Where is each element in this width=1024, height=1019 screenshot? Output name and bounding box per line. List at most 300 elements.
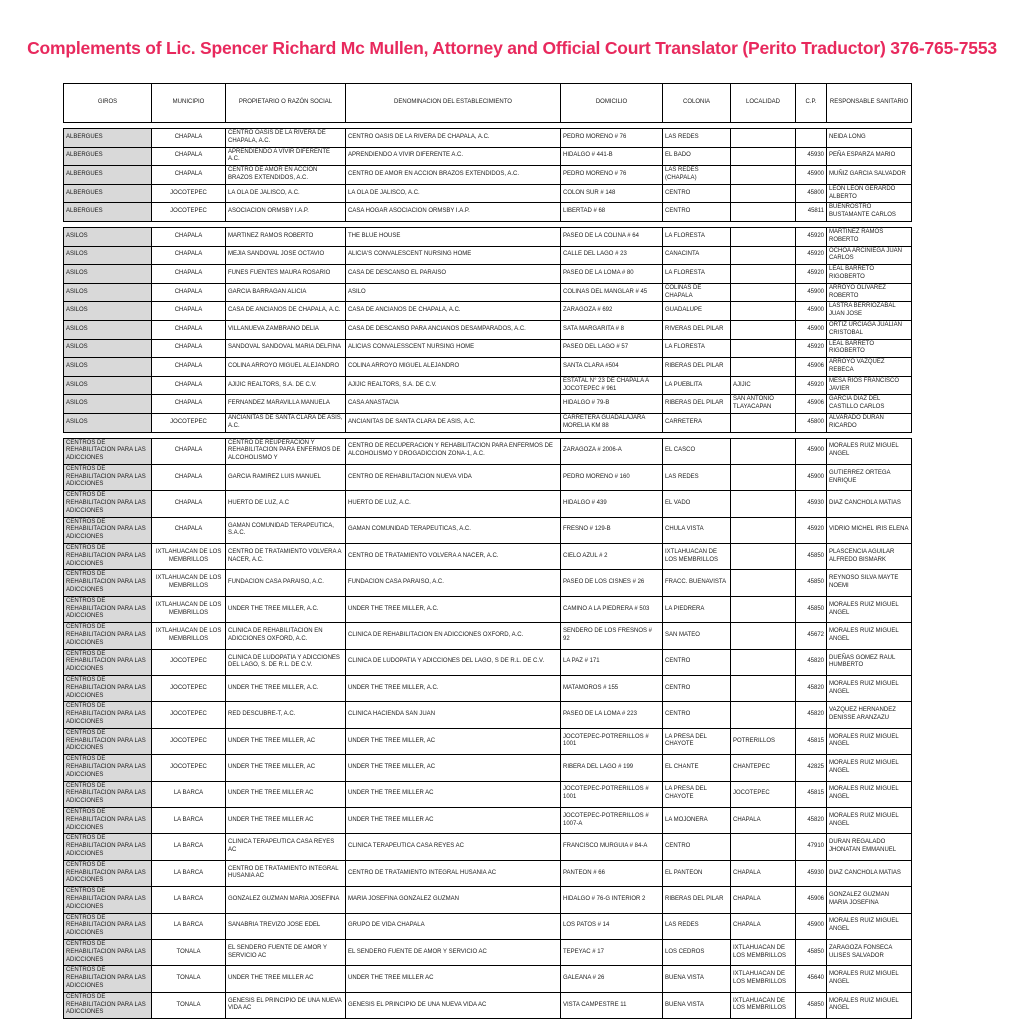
domicilio-cell: MATAMOROS # 155 bbox=[561, 676, 663, 702]
section-table bbox=[63, 438, 912, 1019]
cp-cell: 45930 bbox=[796, 860, 827, 886]
domicilio-cell: FRESNO # 129-B bbox=[561, 517, 663, 543]
responsable-cell: DUEÑAS GOMEZ RAUL HUMBERTO bbox=[827, 649, 912, 675]
localidad-cell bbox=[731, 283, 796, 302]
colonia-cell: LAS REDES bbox=[663, 464, 731, 490]
municipio-cell: CHAPALA bbox=[152, 302, 226, 321]
propietario-cell: CLINICA DE REHABILITACION EN ADICCIONES OXFORD, A.C. bbox=[226, 623, 346, 649]
domicilio-cell: PASEO DE LA COLINA # 64 bbox=[561, 227, 663, 246]
table-row bbox=[64, 395, 912, 414]
denominacion-cell: UNDER THE TREE MILLER, AC bbox=[346, 755, 561, 781]
cp-cell: 45820 bbox=[796, 649, 827, 675]
colonia-cell: CHULA VISTA bbox=[663, 517, 731, 543]
giro-cell: ASILOS bbox=[64, 339, 152, 358]
giro-cell: ASILOS bbox=[64, 283, 152, 302]
municipio-cell: CHAPALA bbox=[152, 395, 226, 414]
cp-cell: 45920 bbox=[796, 246, 827, 265]
denominacion-cell: CENTRO DE TRATAMIENTO INTEGRAL HUSANIA AC bbox=[346, 860, 561, 886]
giro-cell: ALBERGUES bbox=[64, 184, 152, 203]
domicilio-cell: VISTA CAMPESTRE 11 bbox=[561, 992, 663, 1018]
cp-cell: 45920 bbox=[796, 265, 827, 284]
municipio-cell: CHAPALA bbox=[152, 166, 226, 185]
responsable-cell: MORALES RUIZ MIGUEL ANGEL bbox=[827, 992, 912, 1018]
responsable-cell: OCHOA ARCINIEGA JUAN CARLOS bbox=[827, 246, 912, 265]
colonia-cell: CENTRO bbox=[663, 203, 731, 222]
propietario-cell: CENTRO DE REUPERACION Y REHABILITACION PARA ENFERMOS DE ALCOHOLISMO Y bbox=[226, 438, 346, 464]
colonia-cell: LOS CEDROS bbox=[663, 939, 731, 965]
denominacion-cell: GRUPO DE VIDA CHAPALA bbox=[346, 913, 561, 939]
domicilio-cell: PASEO DE LA LOMA # 80 bbox=[561, 265, 663, 284]
municipio-cell: LA BARCA bbox=[152, 834, 226, 860]
table-row bbox=[64, 184, 912, 203]
cp-cell: 45800 bbox=[796, 184, 827, 203]
localidad-cell bbox=[731, 676, 796, 702]
localidad-cell: SAN ANTONIO TLAYACAPAN bbox=[731, 395, 796, 414]
giro-cell: CENTROS DE REHABILITACION PARA LAS ADICCIONES bbox=[64, 939, 152, 965]
responsable-cell: MARTINEZ RAMOS ROBERTO bbox=[827, 227, 912, 246]
denominacion-cell: CASA DE ANCIANOS DE CHAPALA, A.C. bbox=[346, 302, 561, 321]
cp-cell: 45906 bbox=[796, 887, 827, 913]
giro-cell: CENTROS DE REHABILITACION PARA LAS ADICCIONES bbox=[64, 623, 152, 649]
propietario-cell: MARTINEZ RAMOS ROBERTO bbox=[226, 227, 346, 246]
domicilio-cell: SANTA CLARA #504 bbox=[561, 358, 663, 377]
colonia-cell: LA PRESA DEL CHAYOTE bbox=[663, 728, 731, 754]
table-header bbox=[63, 83, 912, 123]
domicilio-cell: LA PAZ # 171 bbox=[561, 649, 663, 675]
column-header-colonia: COLONIA bbox=[663, 84, 731, 123]
municipio-cell: LA BARCA bbox=[152, 913, 226, 939]
municipio-cell: JOCOTEPEC bbox=[152, 728, 226, 754]
colonia-cell: RIBERAS DEL PILAR bbox=[663, 358, 731, 377]
denominacion-cell: UNDER THE TREE MILLER AC bbox=[346, 781, 561, 807]
propietario-cell: CENTRO OASIS DE LA RIVERA DE CHAPALA, A.C. bbox=[226, 129, 346, 148]
municipio-cell: JOCOTEPEC bbox=[152, 649, 226, 675]
giro-cell: CENTROS DE REHABILITACION PARA LAS ADICCIONES bbox=[64, 755, 152, 781]
cp-cell: 45900 bbox=[796, 438, 827, 464]
responsable-cell: LEON LEON GERARDO ALBERTO bbox=[827, 184, 912, 203]
localidad-cell: IXTLAHUACAN DE LOS MEMBRILLOS bbox=[731, 992, 796, 1018]
denominacion-cell: COLINA ARROYO MIGUEL ALEJANDRO bbox=[346, 358, 561, 377]
propietario-cell: GENESIS EL PRINCIPIO DE UNA NUEVA VIDA AC bbox=[226, 992, 346, 1018]
table-row bbox=[64, 834, 912, 860]
propietario-cell: CLINICA TERAPEUTICA CASA REYES AC bbox=[226, 834, 346, 860]
giro-cell: CENTROS DE REHABILITACION PARA LAS ADICCIONES bbox=[64, 860, 152, 886]
domicilio-cell: ESTATAL N° 23 DE CHAPALA A JOCOTEPEC # 961 bbox=[561, 376, 663, 395]
cp-cell: 45930 bbox=[796, 491, 827, 517]
table-row bbox=[64, 570, 912, 596]
cp-cell: 45811 bbox=[796, 203, 827, 222]
municipio-cell: JOCOTEPEC bbox=[152, 676, 226, 702]
municipio-cell: LA BARCA bbox=[152, 807, 226, 833]
table-row bbox=[64, 781, 912, 807]
localidad-cell bbox=[731, 147, 796, 166]
cp-cell: 45850 bbox=[796, 939, 827, 965]
municipio-cell: LA BARCA bbox=[152, 860, 226, 886]
responsable-cell: MORALES RUIZ MIGUEL ANGEL bbox=[827, 755, 912, 781]
cp-cell: 45820 bbox=[796, 676, 827, 702]
colonia-cell: EL BADO bbox=[663, 147, 731, 166]
domicilio-cell: PEDRO MORENO # 76 bbox=[561, 129, 663, 148]
responsable-cell: VIDRIO MICHEL IRIS ELENA bbox=[827, 517, 912, 543]
responsable-cell: DIAZ CANCHOLA MATIAS bbox=[827, 491, 912, 517]
localidad-cell: CHAPALA bbox=[731, 887, 796, 913]
cp-cell: 45920 bbox=[796, 227, 827, 246]
denominacion-cell: CENTRO OASIS DE LA RIVERA DE CHAPALA, A.C. bbox=[346, 129, 561, 148]
cp-cell: 45920 bbox=[796, 517, 827, 543]
table-row bbox=[64, 676, 912, 702]
municipio-cell: CHAPALA bbox=[152, 464, 226, 490]
localidad-cell bbox=[731, 702, 796, 728]
column-header-responsable: RESPONSABLE SANITARIO bbox=[827, 84, 912, 123]
municipio-cell: CHAPALA bbox=[152, 339, 226, 358]
localidad-cell bbox=[731, 649, 796, 675]
giro-cell: CENTROS DE REHABILITACION PARA LAS ADICCIONES bbox=[64, 887, 152, 913]
table-row bbox=[64, 147, 912, 166]
domicilio-cell: TEPEYAC # 17 bbox=[561, 939, 663, 965]
domicilio-cell: CARRETERA GUADALAJARA MORELIA KM 88 bbox=[561, 413, 663, 432]
table-row bbox=[64, 491, 912, 517]
colonia-cell: LAS REDES bbox=[663, 129, 731, 148]
propietario-cell: SANABRIA TREVIZO JOSE EDEL bbox=[226, 913, 346, 939]
denominacion-cell: EL SENDERO FUENTE DE AMOR Y SERVICIO AC bbox=[346, 939, 561, 965]
municipio-cell: TONALA bbox=[152, 992, 226, 1018]
colonia-cell: RIBERAS DEL PILAR bbox=[663, 395, 731, 414]
municipio-cell: CHAPALA bbox=[152, 491, 226, 517]
localidad-cell bbox=[731, 339, 796, 358]
municipio-cell: CHAPALA bbox=[152, 227, 226, 246]
propietario-cell: CLINICA DE LUDOPATIA Y ADICCIONES DEL LAGO, S. DE R.L. DE C.V. bbox=[226, 649, 346, 675]
domicilio-cell: PASEO DEL LAGO # 57 bbox=[561, 339, 663, 358]
denominacion-cell: CLINICA HACIENDA SAN JUAN bbox=[346, 702, 561, 728]
denominacion-cell: CASA HOGAR ASOCIACION ORMSBY I.A.P. bbox=[346, 203, 561, 222]
responsable-cell: ORTIZ URCIAGA JUALIAN CRISTOBAL bbox=[827, 320, 912, 339]
colonia-cell: RIVERAS DEL PILAR bbox=[663, 320, 731, 339]
cp-cell: 45900 bbox=[796, 166, 827, 185]
giro-cell: CENTROS DE REHABILITACION PARA LAS ADICCIONES bbox=[64, 596, 152, 622]
column-header-domicilio: DOMICILIO bbox=[561, 84, 663, 123]
domicilio-cell: PEDRO MORENO # 160 bbox=[561, 464, 663, 490]
domicilio-cell: SATA MARGARITA # 8 bbox=[561, 320, 663, 339]
giro-cell: CENTROS DE REHABILITACION PARA LAS ADICCIONES bbox=[64, 517, 152, 543]
propietario-cell: EL SENDERO FUENTE DE AMOR Y SERVICIO AC bbox=[226, 939, 346, 965]
denominacion-cell: LA OLA DE JALISCO, A.C. bbox=[346, 184, 561, 203]
colonia-cell: CENTRO bbox=[663, 676, 731, 702]
colonia-cell: LA FLORESTA bbox=[663, 227, 731, 246]
denominacion-cell: CENTRO DE AMOR EN ACCION BRAZOS EXTENDIDOS, A.C. bbox=[346, 166, 561, 185]
localidad-cell bbox=[731, 438, 796, 464]
municipio-cell: JOCOTEPEC bbox=[152, 203, 226, 222]
table-row bbox=[64, 517, 912, 543]
table-row bbox=[64, 227, 912, 246]
domicilio-cell: JOCOTEPEC-POTRERILLOS # 1007-A bbox=[561, 807, 663, 833]
domicilio-cell: ZARAGOZA # 2006-A bbox=[561, 438, 663, 464]
table-row bbox=[64, 887, 912, 913]
colonia-cell: LAS REDES (CHAPALA) bbox=[663, 166, 731, 185]
colonia-cell: CENTRO bbox=[663, 184, 731, 203]
responsable-cell: DIAZ CANCHOLA MATIAS bbox=[827, 860, 912, 886]
localidad-cell bbox=[731, 302, 796, 321]
propietario-cell: UNDER THE TREE MILLER, AC bbox=[226, 755, 346, 781]
propietario-cell: CENTRO DE TRATAMIENTO VOLVERA A NACER, A.C. bbox=[226, 544, 346, 570]
municipio-cell: TONALA bbox=[152, 939, 226, 965]
localidad-cell bbox=[731, 203, 796, 222]
responsable-cell: MORALES RUIZ MIGUEL ANGEL bbox=[827, 596, 912, 622]
table-row bbox=[64, 438, 912, 464]
localidad-cell bbox=[731, 265, 796, 284]
municipio-cell: LA BARCA bbox=[152, 781, 226, 807]
cp-cell: 47910 bbox=[796, 834, 827, 860]
responsable-cell: REYNOSO SILVA MAYTE NOEMI bbox=[827, 570, 912, 596]
municipio-cell: JOCOTEPEC bbox=[152, 755, 226, 781]
responsable-cell: ARROYO OLIVAREZ ROBERTO bbox=[827, 283, 912, 302]
domicilio-cell: HIDALGO # 76-G INTERIOR 2 bbox=[561, 887, 663, 913]
propietario-cell: ASOCIACION ORMSBY I.A.P. bbox=[226, 203, 346, 222]
colonia-cell: LA PRESA DEL CHAYOTE bbox=[663, 781, 731, 807]
giro-cell: ALBERGUES bbox=[64, 166, 152, 185]
domicilio-cell: PEDRO MORENO # 76 bbox=[561, 166, 663, 185]
denominacion-cell: THE BLUE HOUSE bbox=[346, 227, 561, 246]
denominacion-cell: HUERTO DE LUZ, A.C. bbox=[346, 491, 561, 517]
responsable-cell: GUTIERREZ ORTEGA ENRIQUE bbox=[827, 464, 912, 490]
giro-cell: CENTROS DE REHABILITACION PARA LAS ADICCIONES bbox=[64, 728, 152, 754]
cp-cell: 45815 bbox=[796, 781, 827, 807]
municipio-cell: IXTLAHUACAN DE LOS MEMBRILLOS bbox=[152, 623, 226, 649]
cp-cell: 45900 bbox=[796, 464, 827, 490]
denominacion-cell: CLINICA DE REHABILITACION EN ADICCIONES OXFORD, A.C. bbox=[346, 623, 561, 649]
colonia-cell: EL VADO bbox=[663, 491, 731, 517]
localidad-cell bbox=[731, 358, 796, 377]
propietario-cell: FUNES FUENTES MAURA ROSARIO bbox=[226, 265, 346, 284]
colonia-cell: LAS REDES bbox=[663, 913, 731, 939]
propietario-cell: CENTRO DE TRATAMIENTO INTEGRAL HUSANIA AC bbox=[226, 860, 346, 886]
denominacion-cell: FUNDACION CASA PARAISO, A.C. bbox=[346, 570, 561, 596]
colonia-cell: EL CHANTE bbox=[663, 755, 731, 781]
propietario-cell: GAMAN COMUNIDAD TERAPEUTICA, S.A.C. bbox=[226, 517, 346, 543]
localidad-cell bbox=[731, 184, 796, 203]
propietario-cell: UNDER THE TREE MILLER, A.C. bbox=[226, 676, 346, 702]
cp-cell: 45920 bbox=[796, 339, 827, 358]
municipio-cell: CHAPALA bbox=[152, 265, 226, 284]
cp-cell: 45820 bbox=[796, 807, 827, 833]
cp-cell: 45672 bbox=[796, 623, 827, 649]
denominacion-cell: CENTRO DE RECUPERACION Y REHABILITACION PARA ENFERMOS DE ALCOHOLISMO Y DROGADICCION ZONA-1, A.C. bbox=[346, 438, 561, 464]
domicilio-cell: JOCOTEPEC-POTRERILLOS # 1001 bbox=[561, 728, 663, 754]
table-row bbox=[64, 807, 912, 833]
propietario-cell: ANCIANITAS DE SANTA CLARA DE ASIS, A.C. bbox=[226, 413, 346, 432]
propietario-cell: HUERTO DE LUZ, A.C bbox=[226, 491, 346, 517]
responsable-cell: MORALES RUIZ MIGUEL ANGEL bbox=[827, 966, 912, 992]
localidad-cell: POTRERILLOS bbox=[731, 728, 796, 754]
table-row bbox=[64, 966, 912, 992]
propietario-cell: UNDER THE TREE MILLER AC bbox=[226, 781, 346, 807]
localidad-cell: CHANTEPEC bbox=[731, 755, 796, 781]
directory-table bbox=[63, 83, 866, 1019]
colonia-cell: CENTRO bbox=[663, 649, 731, 675]
giro-cell: CENTROS DE REHABILITACION PARA LAS ADICCIONES bbox=[64, 913, 152, 939]
localidad-cell: IXTLAHUACAN DE LOS MEMBRILLOS bbox=[731, 939, 796, 965]
colonia-cell: COLINAS DE CHAPALA bbox=[663, 283, 731, 302]
giro-cell: ASILOS bbox=[64, 395, 152, 414]
colonia-cell: GUADALUPE bbox=[663, 302, 731, 321]
domicilio-cell: PANTEON # 66 bbox=[561, 860, 663, 886]
colonia-cell: LA PIEDRERA bbox=[663, 596, 731, 622]
denominacion-cell: CENTRO DE TRATAMIENTO VOLVERA A NACER, A.C. bbox=[346, 544, 561, 570]
propietario-cell: COLINA ARROYO MIGUEL ALEJANDRO bbox=[226, 358, 346, 377]
table-row bbox=[64, 203, 912, 222]
page-title: Complements of Lic. Spencer Richard Mc Mullen, Attorney and Official Court Translator (Perito Traductor) 376-765-7553 bbox=[0, 0, 1024, 59]
propietario-cell: VILLANUEVA ZAMBRANO DELIA bbox=[226, 320, 346, 339]
giro-cell: ASILOS bbox=[64, 320, 152, 339]
responsable-cell: MUÑIZ GARCIA SALVADOR bbox=[827, 166, 912, 185]
giro-cell: ASILOS bbox=[64, 376, 152, 395]
giro-cell: CENTROS DE REHABILITACION PARA LAS ADICCIONES bbox=[64, 834, 152, 860]
domicilio-cell: COLINAS DEL MANGLAR # 45 bbox=[561, 283, 663, 302]
responsable-cell: ZARAGOZA FONSECA ULISES SALVADOR bbox=[827, 939, 912, 965]
denominacion-cell: CLINICA DE LUDOPATIA Y ADICCIONES DEL LAGO, S DE R.L. DE C.V. bbox=[346, 649, 561, 675]
localidad-cell: JOCOTEPEC bbox=[731, 781, 796, 807]
localidad-cell bbox=[731, 129, 796, 148]
colonia-cell: LA MOJONERA bbox=[663, 807, 731, 833]
cp-cell: 45906 bbox=[796, 358, 827, 377]
propietario-cell: CENTRO DE AMOR EN ACCION BRAZOS EXTENDIDOS, A.C. bbox=[226, 166, 346, 185]
header-row bbox=[64, 84, 912, 123]
denominacion-cell: MARIA JOSEFINA GONZALEZ GUZMAN bbox=[346, 887, 561, 913]
cp-cell: 45850 bbox=[796, 570, 827, 596]
responsable-cell: PEÑA ESPARZA MARIO bbox=[827, 147, 912, 166]
propietario-cell: GONZALEZ GUZMAN MARIA JOSEFINA bbox=[226, 887, 346, 913]
domicilio-cell: HIDALGO # 441-B bbox=[561, 147, 663, 166]
localidad-cell bbox=[731, 596, 796, 622]
colonia-cell: LA FLORESTA bbox=[663, 339, 731, 358]
table-row bbox=[64, 283, 912, 302]
giro-cell: ASILOS bbox=[64, 413, 152, 432]
section-table bbox=[63, 128, 912, 222]
domicilio-cell: COLON SUR # 148 bbox=[561, 184, 663, 203]
cp-cell: 45900 bbox=[796, 302, 827, 321]
domicilio-cell: HIDALGO # 439 bbox=[561, 491, 663, 517]
responsable-cell: ALVARADO DURAN RICARDO bbox=[827, 413, 912, 432]
denominacion-cell: UNDER THE TREE MILLER AC bbox=[346, 807, 561, 833]
responsable-cell: ARROYO VAZQUEZ REBECA bbox=[827, 358, 912, 377]
domicilio-cell: CALLE DEL LAGO # 23 bbox=[561, 246, 663, 265]
denominacion-cell: UNDER THE TREE MILLER AC bbox=[346, 966, 561, 992]
table-row bbox=[64, 913, 912, 939]
table-row bbox=[64, 464, 912, 490]
propietario-cell: GARCIA BARRAGAN ALICIA bbox=[226, 283, 346, 302]
denominacion-cell: CASA ANASTACIA bbox=[346, 395, 561, 414]
giro-cell: CENTROS DE REHABILITACION PARA LAS ADICCIONES bbox=[64, 676, 152, 702]
municipio-cell: IXTLAHUACAN DE LOS MEMBRILLOS bbox=[152, 596, 226, 622]
localidad-cell bbox=[731, 834, 796, 860]
denominacion-cell: CASA DE DESCANSO PARA ANCIANOS DESAMPARADOS, A.C. bbox=[346, 320, 561, 339]
column-header-localidad: LOCALIDAD bbox=[731, 84, 796, 123]
denominacion-cell: ALICIA'S CONVALESCENT NURSING HOME bbox=[346, 246, 561, 265]
cp-cell: 45900 bbox=[796, 320, 827, 339]
colonia-cell: LA FLORESTA bbox=[663, 265, 731, 284]
denominacion-cell: UNDER THE TREE MILLER, A.C. bbox=[346, 596, 561, 622]
cp-cell: 45640 bbox=[796, 966, 827, 992]
table-row bbox=[64, 339, 912, 358]
domicilio-cell: ZARAGOZA # 692 bbox=[561, 302, 663, 321]
table-row bbox=[64, 939, 912, 965]
giro-cell: ASILOS bbox=[64, 358, 152, 377]
localidad-cell: AJIJIC bbox=[731, 376, 796, 395]
responsable-cell: GONZALEZ GUZMAN MARIA JOSEFINA bbox=[827, 887, 912, 913]
responsable-cell: NEIDA LONG bbox=[827, 129, 912, 148]
propietario-cell: UNDER THE TREE MILLER, AC bbox=[226, 728, 346, 754]
localidad-cell bbox=[731, 623, 796, 649]
colonia-cell: CANACINTA bbox=[663, 246, 731, 265]
colonia-cell: SAN MATEO bbox=[663, 623, 731, 649]
table-row bbox=[64, 413, 912, 432]
column-header-propietario: PROPIETARIO O RAZÓN SOCIAL bbox=[226, 84, 346, 123]
propietario-cell: MEJIA SANDOVAL JOSE OCTAVIO bbox=[226, 246, 346, 265]
table-row bbox=[64, 755, 912, 781]
denominacion-cell: ANCIANITAS DE SANTA CLARA DE ASIS, A.C. bbox=[346, 413, 561, 432]
giro-cell: CENTROS DE REHABILITACION PARA LAS ADICCIONES bbox=[64, 702, 152, 728]
municipio-cell: CHAPALA bbox=[152, 376, 226, 395]
table-row bbox=[64, 166, 912, 185]
column-header-cp: C.P. bbox=[796, 84, 827, 123]
giro-cell: CENTROS DE REHABILITACION PARA LAS ADICCIONES bbox=[64, 570, 152, 596]
responsable-cell: VAZQUEZ HERNANDEZ DENISSE ARANZAZU bbox=[827, 702, 912, 728]
denominacion-cell: UNDER THE TREE MILLER, A.C. bbox=[346, 676, 561, 702]
propietario-cell: UNDER THE TREE MILLER AC bbox=[226, 966, 346, 992]
localidad-cell bbox=[731, 320, 796, 339]
cp-cell: 45906 bbox=[796, 395, 827, 414]
municipio-cell: CHAPALA bbox=[152, 358, 226, 377]
domicilio-cell: CAMINO A LA PIEDRERA # 503 bbox=[561, 596, 663, 622]
colonia-cell: CENTRO bbox=[663, 702, 731, 728]
responsable-cell: PLASCENCIA AGUILAR ALFREDO BISMARK bbox=[827, 544, 912, 570]
domicilio-cell: JOCOTEPEC-POTRERILLOS # 1001 bbox=[561, 781, 663, 807]
giro-cell: CENTROS DE REHABILITACION PARA LAS ADICCIONES bbox=[64, 781, 152, 807]
responsable-cell: MORALES RUIZ MIGUEL ANGEL bbox=[827, 438, 912, 464]
localidad-cell bbox=[731, 464, 796, 490]
propietario-cell: AJIJIC REALTORS, S.A. DE C.V. bbox=[226, 376, 346, 395]
table-row bbox=[64, 302, 912, 321]
colonia-cell: CARRETERA bbox=[663, 413, 731, 432]
colonia-cell: CENTRO bbox=[663, 834, 731, 860]
cp-cell: 45920 bbox=[796, 376, 827, 395]
table-row bbox=[64, 376, 912, 395]
giro-cell: ALBERGUES bbox=[64, 203, 152, 222]
domicilio-cell: PASEO DE LA LOMA # 223 bbox=[561, 702, 663, 728]
responsable-cell: DURAN REGALADO JHONATAN EMMANUEL bbox=[827, 834, 912, 860]
propietario-cell: APRENDIENDO A VIVIR DIFERENTE A.C. bbox=[226, 147, 346, 166]
domicilio-cell: CIELO AZUL # 2 bbox=[561, 544, 663, 570]
responsable-cell: MORALES RUIZ MIGUEL ANGEL bbox=[827, 913, 912, 939]
domicilio-cell: FRANCISCO MURGUIA # 84-A bbox=[561, 834, 663, 860]
municipio-cell: LA BARCA bbox=[152, 887, 226, 913]
propietario-cell: GARCIA RAMIREZ LUIS MANUEL bbox=[226, 464, 346, 490]
giro-cell: ASILOS bbox=[64, 246, 152, 265]
giro-cell: ASILOS bbox=[64, 302, 152, 321]
propietario-cell: UNDER THE TREE MILLER, A.C. bbox=[226, 596, 346, 622]
table-row bbox=[64, 728, 912, 754]
giro-cell: CENTROS DE REHABILITACION PARA LAS ADICCIONES bbox=[64, 966, 152, 992]
cp-cell: 45820 bbox=[796, 702, 827, 728]
propietario-cell: RED DESCUBRE-T, A.C. bbox=[226, 702, 346, 728]
localidad-cell bbox=[731, 227, 796, 246]
cp-cell: 45850 bbox=[796, 596, 827, 622]
domicilio-cell: SENDERO DE LOS FRESNOS # 92 bbox=[561, 623, 663, 649]
giro-cell: CENTROS DE REHABILITACION PARA LAS ADICCIONES bbox=[64, 544, 152, 570]
cp-cell: 45900 bbox=[796, 283, 827, 302]
municipio-cell: CHAPALA bbox=[152, 320, 226, 339]
responsable-cell: BUENROSTRO BUSTAMANTE CARLOS bbox=[827, 203, 912, 222]
cp-cell: 45800 bbox=[796, 413, 827, 432]
